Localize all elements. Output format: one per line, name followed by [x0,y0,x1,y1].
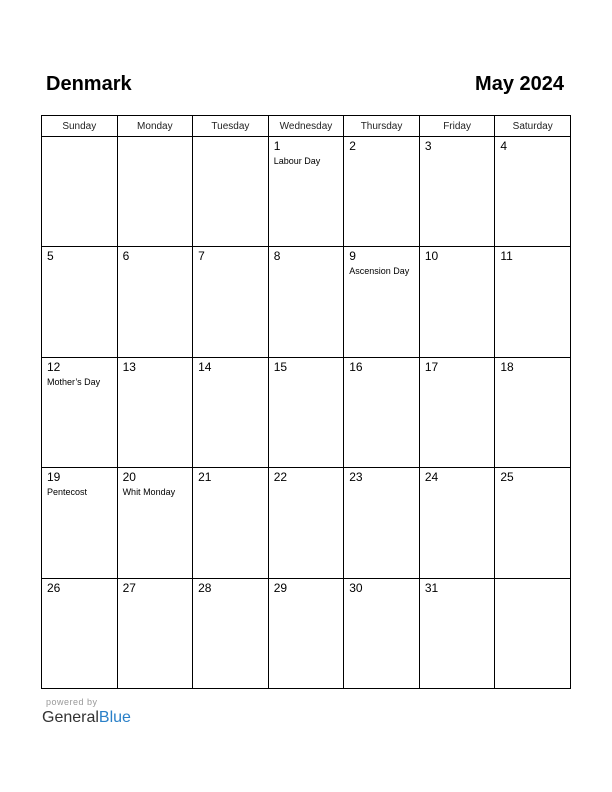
holiday-label: Mother’s Day [47,376,101,387]
day-number: 16 [349,359,363,374]
day-cell[interactable] [419,247,495,357]
day-cell[interactable] [495,247,571,357]
day-cell[interactable] [42,468,118,578]
day-number: 20 [122,470,136,485]
day-number: 2 [349,139,356,153]
day-number: 6 [122,249,130,264]
brand-general-text: General [42,709,99,726]
day-number: 26 [47,580,61,595]
day-number: 15 [273,359,288,374]
day-number: 1 [273,139,281,153]
day-cell[interactable] [42,578,118,688]
day-cell[interactable] [419,357,495,467]
holiday-label: Labour Day [273,156,321,166]
day-number: 5 [47,249,54,264]
day-number: 25 [500,470,514,485]
day-number: 8 [273,249,281,264]
day-cell[interactable] [419,578,495,688]
day-number: 18 [500,359,514,374]
brand-blue-text: Blue [98,709,131,726]
weekday-tuesday: Tuesday [193,116,269,137]
day-cell[interactable] [42,357,118,467]
day-cell[interactable] [344,468,420,578]
day-number: 10 [424,249,439,264]
day-number: 19 [47,470,61,485]
day-cell[interactable] [344,137,420,247]
day-cell[interactable] [268,247,344,357]
powered-by-text: powered by [46,697,98,707]
day-cell[interactable] [419,468,495,578]
day-number: 3 [424,139,432,153]
weekday-monday: Monday [117,116,193,137]
day-number: 29 [273,580,288,595]
weekday-friday: Friday [419,116,495,137]
holiday-label: Whit Monday [122,487,176,498]
day-cell [42,137,118,247]
week-row [42,578,571,688]
day-number: 31 [424,580,439,595]
day-cell[interactable] [495,357,571,467]
day-cell[interactable] [268,357,344,467]
day-cell [193,137,269,247]
week-row [42,247,571,357]
day-number: 24 [424,470,439,485]
generalblue-logo[interactable] [42,708,131,728]
weekday-header-row [42,116,571,137]
day-number: 9 [349,249,356,264]
day-cell[interactable] [268,468,344,578]
day-number: 27 [122,580,136,595]
day-cell[interactable] [495,137,571,247]
day-number: 23 [349,470,363,485]
day-cell[interactable] [42,247,118,357]
day-number: 28 [198,580,212,595]
day-cell[interactable] [117,578,193,688]
day-cell[interactable] [117,468,193,578]
calendar-grid [41,115,571,689]
day-cell[interactable] [495,468,571,578]
weekday-thursday: Thursday [344,116,420,137]
day-cell[interactable] [117,247,193,357]
day-cell [117,137,193,247]
day-number: 14 [198,359,212,374]
day-number: 4 [500,139,508,153]
day-number: 12 [47,359,61,374]
day-number: 17 [424,359,439,374]
day-cell[interactable] [193,357,269,467]
day-cell[interactable] [268,578,344,688]
week-row [42,357,571,467]
day-cell[interactable] [193,468,269,578]
day-cell[interactable] [344,578,420,688]
weekday-saturday: Saturday [495,116,571,137]
day-number: 22 [273,470,288,485]
holiday-label: Pentecost [47,487,88,498]
day-cell[interactable] [344,247,420,357]
day-cell[interactable] [268,137,344,247]
day-cell[interactable] [193,578,269,688]
day-number: 30 [349,580,363,595]
day-number: 13 [122,359,136,374]
day-number: 21 [198,470,212,485]
day-number: 7 [198,249,205,264]
day-cell[interactable] [419,137,495,247]
weekday-wednesday: Wednesday [268,116,344,137]
day-cell[interactable] [344,357,420,467]
day-number: 11 [500,249,513,264]
month-title: May 2024 [475,73,564,95]
week-row [42,468,571,578]
weekday-sunday: Sunday [42,116,118,137]
country-title: Denmark [46,73,132,95]
day-cell [495,578,571,688]
day-cell[interactable] [117,357,193,467]
holiday-label: Ascension Day [349,266,410,277]
week-row [42,137,571,247]
day-cell[interactable] [193,247,269,357]
